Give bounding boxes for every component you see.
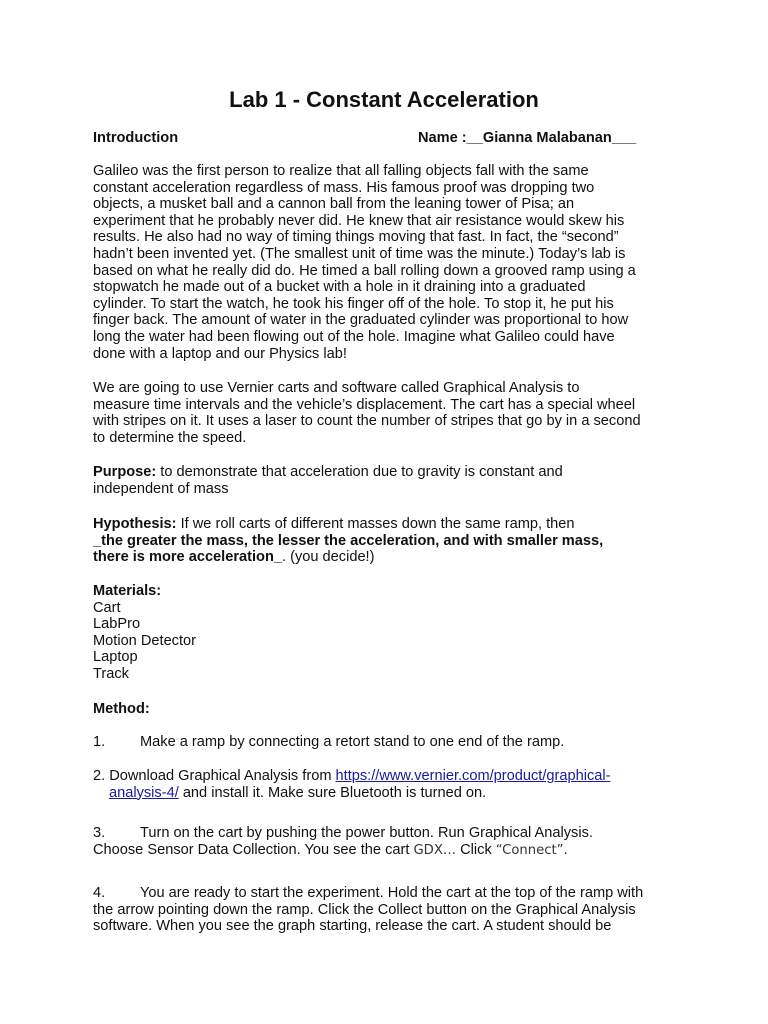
method-step-3 — [93, 825, 685, 859]
text-line: objects, a musket ball and a cannon ball from the leaning tower of Pisa; an — [93, 196, 575, 213]
hypothesis-note: . (you decide!) — [282, 549, 375, 566]
vernier-link-continued[interactable]: analysis-4/ — [109, 784, 179, 801]
text-line: cylinder. To start the watch, he took his finger off of the hole. To stop it, he put his — [93, 295, 614, 312]
purpose-text-line2: independent of mass — [93, 480, 229, 497]
gdx-device-text: GDX… — [413, 842, 457, 858]
vernier-link[interactable]: https://www.vernier.com/product/graphical- — [335, 768, 611, 784]
student-name: Name :__Gianna Malabanan___ — [418, 130, 637, 146]
material-item: Laptop — [93, 649, 138, 666]
text-line: measure time intervals and the vehicle’s displacement. The cart has a special wheel — [93, 396, 636, 413]
step-text: Turn on the cart by pushing the power button. Run Graphical Analysis. — [140, 825, 593, 841]
text-line: finger back. The amount of water in the graduated cylinder was proportional to how — [93, 312, 629, 329]
text-line: experiment that he probably never did. He knew that air resistance would skew his — [93, 212, 625, 229]
intro-heading: Introduction — [93, 130, 179, 146]
step-text: and install it. Make sure Bluetooth is turned on. — [178, 784, 487, 801]
hypothesis-answer-end: there is more acceleration_ — [93, 549, 282, 566]
intro-row — [93, 130, 693, 148]
text-line: Galileo was the first person to realize that all falling objects fall with the same — [93, 163, 589, 179]
vernier-paragraph — [93, 380, 685, 446]
step-text: Click — [456, 841, 496, 858]
text-line: constant acceleration regardless of mass. His famous proof was dropping two — [93, 179, 595, 196]
material-item: Cart — [93, 599, 121, 616]
material-item: Motion Detector — [93, 632, 197, 649]
material-item: Track — [93, 665, 129, 682]
step-text: Choose Sensor Data Collection. You see the cart — [93, 841, 414, 858]
step-number: 1. — [93, 734, 106, 750]
text-line: long the water had been flowing out of the hole. Imagine what Galileo could have — [93, 328, 615, 345]
step-number: 4. — [93, 885, 106, 901]
materials-heading: Materials: — [93, 583, 162, 599]
text-line: with stripes on it. It uses a laser to count the number of stripes that go by in a second — [93, 413, 641, 430]
method-step-4 — [93, 885, 685, 935]
text-line: based on what he really did do. He timed a ball rolling down a grooved ramp using a — [93, 262, 636, 279]
step-text: You are ready to start the experiment. Hold the cart at the top of the ramp with — [140, 885, 644, 901]
step-number: 3. — [93, 825, 106, 841]
hypothesis-text: If we roll carts of different masses down the same ramp, then — [176, 516, 575, 532]
method-step-1 — [93, 734, 685, 751]
hypothesis-label: Hypothesis: — [93, 516, 177, 532]
purpose-label: Purpose: — [93, 464, 157, 480]
step-text: Make a ramp by connecting a retort stand to one end of the ramp. — [140, 734, 565, 750]
materials-section — [93, 583, 685, 683]
connect-text: “Connect”. — [495, 842, 568, 858]
step-text: 2. Download Graphical Analysis from — [93, 768, 336, 784]
purpose-section — [93, 464, 685, 497]
text-line: done with a laptop and our Physics lab! — [93, 345, 347, 362]
text-line: We are going to use Vernier carts and software called Graphical Analysis to — [93, 380, 580, 396]
hypothesis-section — [93, 516, 685, 566]
step-text: the arrow pointing down the ramp. Click the Collect button on the Graphical Analysis — [93, 901, 636, 918]
text-line: hadn’t been invented yet. (The smallest unit of time was the minute.) Today’s lab is — [93, 245, 626, 262]
text-line: results. He also had no way of timing things moving that fast. In fact, the “second” — [93, 229, 619, 246]
step-text: software. When you see the graph starting, release the cart. A student should be — [93, 918, 612, 935]
text-line: stopwatch he made out of a bucket with a hole in it draining into a graduated — [93, 279, 586, 296]
page-title: Lab 1 - Constant Acceleration — [229, 87, 539, 112]
hypothesis-answer: _the greater the mass, the lesser the acceleration, and with smaller mass, — [93, 532, 604, 549]
text-line: to determine the speed. — [93, 429, 247, 446]
material-item: LabPro — [93, 616, 141, 633]
method-heading: Method: — [93, 701, 150, 717]
method-step-2 — [93, 768, 685, 801]
purpose-text: to demonstrate that acceleration due to gravity is constant and — [156, 464, 563, 480]
intro-paragraph — [93, 163, 685, 362]
